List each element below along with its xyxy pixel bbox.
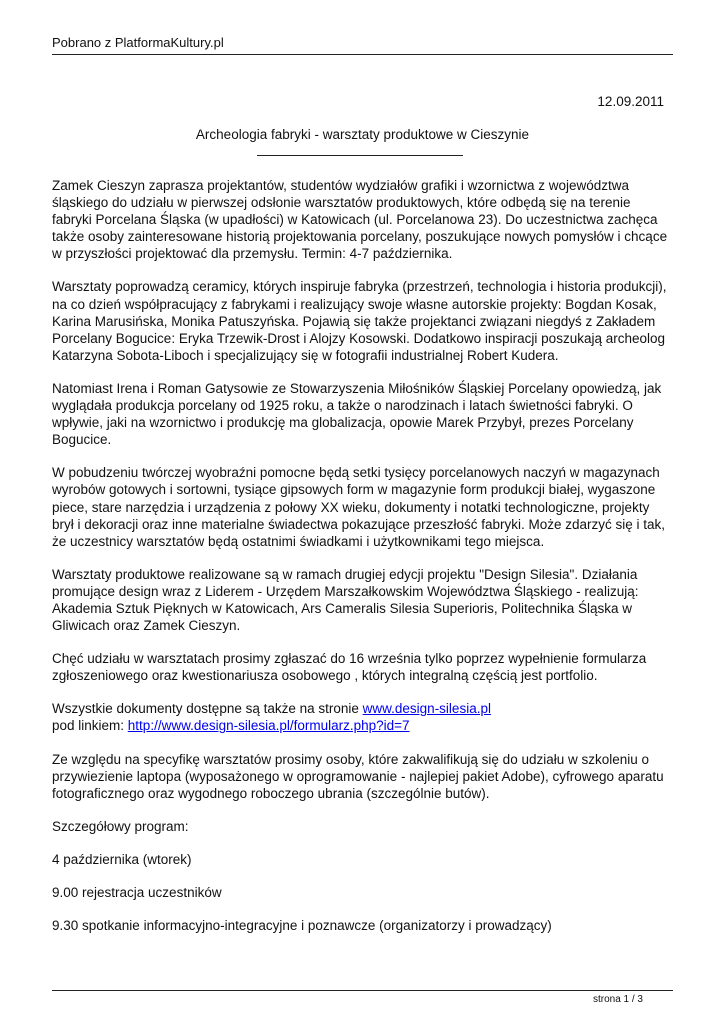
- page-title: Archeologia fabryki - warsztaty produktowe w Cieszynie: [195, 127, 530, 142]
- paragraph: [52, 177, 677, 262]
- paragraph: [52, 380, 677, 448]
- footer-divider: [52, 990, 673, 991]
- text-line: zgłoszeniowego oraz kwestionariusza osobowego , których integralną częścią jest portfolio.: [52, 668, 598, 684]
- paragraphs-before-links: [52, 177, 677, 684]
- header-divider: [52, 54, 673, 55]
- design-silesia-link[interactable]: www.design-silesia.pl: [362, 701, 491, 717]
- text-line: fotograficznego oraz wygodnego roboczego ubrania (szczególnie butów).: [52, 785, 490, 801]
- text-line: Akademia Sztuk Pięknych w Katowicach, Ars Cameralis Silesia Superioris, Politechnika Śląska w: [52, 600, 632, 616]
- text-line: w przyszłości projektować dla przemysłu. Termin: 4-7 października.: [52, 246, 453, 262]
- publication-date: 12.09.2011: [597, 94, 664, 109]
- text-line: Porcelany Bogucice: Eryka Trzewik-Drost i Alojzy Kosowski. Dodatkowo inspiracji poszukają archeolog: [52, 330, 666, 346]
- text-line: na co dzień współpracujący z fabrykami i realizujący swoje własne autorskie projekty: Bogdan Kosak,: [52, 296, 657, 312]
- text-line: 4 października (wtorek): [52, 851, 192, 867]
- text-line: Zamek Cieszyn zaprasza projektantów, studentów wydziałów grafiki i wzornictwa z województwa: [52, 178, 629, 193]
- paragraph: [52, 917, 677, 934]
- text-line: że uczestnicy warsztatów będą ostatnimi świadkami i użytkownikami tego miejsca.: [52, 533, 545, 549]
- text-line: Szczegółowy program:: [52, 818, 189, 834]
- paragraph: [52, 278, 677, 363]
- text-line: Natomiast Irena i Roman Gatysowie ze Stowarzyszenia Miłośników Śląskiej Porcelany opowiedzą, jak: [52, 380, 662, 396]
- links-line-1-text: Wszystkie dokumenty dostępne są także na stronie: [52, 701, 363, 717]
- links-line-2: [52, 717, 677, 734]
- text-line: piece, stare narzędzia i urządzenia z połowy XX wieku, dokumenty i notatki technologiczne, projekty: [52, 499, 650, 515]
- text-line: Karina Marusińska, Monika Patuszyńska. Pojawią się także projektanci związani niegdyś z Zakładem: [52, 313, 656, 329]
- text-line: także osoby zainteresowane historią projektowania porcelany, poszukujące nowych pomysłów i chcące: [52, 229, 668, 245]
- paragraph: [52, 566, 677, 634]
- text-line: przywiezienie laptopa (wyposażonego w oprogramowanie - najlepiej pakiet Adobe), cyfrowego aparatu: [52, 768, 664, 784]
- paragraph: [52, 650, 677, 684]
- source-label: Pobrano z PlatformaKultury.pl: [52, 35, 224, 50]
- text-line: wyrobów gotowych i sortowni, tysiące gipsowych form w magazynie form produkcji białej, wygaszone: [52, 482, 656, 498]
- text-line: 9.00 rejestracja uczestników: [52, 885, 222, 900]
- paragraph: [52, 818, 677, 835]
- text-line: W pobudzeniu twórczej wyobraźni pomocne będą setki tysięcy porcelanowych naczyń w magazynach: [52, 465, 660, 481]
- text-line: śląskiego do udziału w pierwszej odsłonie warsztatów produktowych, które odbędą się na terenie: [52, 195, 631, 211]
- text-line: promujące design wraz z Liderem - Urzędem Marszałkowskim Województwa Śląskiego - realizują:: [52, 583, 639, 599]
- links-paragraph: [52, 700, 677, 734]
- text-line: brył i dekoracji oraz inne materialne świadectwa pokazujące przeszłość fabryki. Może zdarzyć się i tak,: [52, 516, 666, 532]
- text-line: Ze względu na specyfikę warsztatów prosimy osoby, które zakwalifikują się do udziału w szkoleniu o: [52, 751, 650, 767]
- paragraphs-after-links: [52, 751, 677, 935]
- title-divider: [257, 155, 463, 156]
- links-line-2-text: pod linkiem:: [52, 718, 128, 734]
- paragraph: [52, 751, 677, 802]
- paragraph: [52, 464, 677, 549]
- page-number: strona 1 / 3: [592, 994, 643, 1005]
- text-line: wyglądała produkcja porcelany od 1925 roku, a także o narodzinach i latach świetności fabryki. O: [52, 398, 633, 414]
- text-line: Warsztaty produktowe realizowane są w ramach drugiej edycji projektu "Design Silesia". Działania: [52, 566, 638, 582]
- text-line: Warsztaty poprowadzą ceramicy, których inspiruje fabryka (przestrzeń, technologia i historia produkcji),: [52, 279, 667, 295]
- text-line: Bogucice.: [52, 432, 112, 448]
- form-link[interactable]: http://www.design-silesia.pl/formularz.php?id=7: [127, 718, 410, 734]
- text-line: wpływie, jaki na wzornictwo i produkcję ma globalizacja, opowie Marek Przybył, prezes Porcelany: [52, 415, 634, 431]
- text-line: Katarzyna Sobota-Liboch i specjalizujący się w fotografii industrialnej Robert Kudera.: [52, 347, 559, 363]
- article-body: [52, 177, 677, 950]
- text-line: Chęć udziału w warsztatach prosimy zgłaszać do 16 września tylko poprzez wypełnienie formularza: [52, 651, 647, 667]
- text-line: 9.30 spotkanie informacyjno-integracyjne i poznawcze (organizatorzy i prowadzący): [52, 918, 552, 934]
- paragraph: [52, 884, 677, 901]
- paragraph: [52, 851, 677, 868]
- text-line: Gliwicach oraz Zamek Cieszyn.: [52, 618, 241, 634]
- links-line-1: [52, 700, 677, 717]
- text-line: fabryki Porcelana Śląska (w upadłości) w Katowicach (ul. Porcelanowa 23). Do uczestnictwa zachęca: [52, 212, 658, 228]
